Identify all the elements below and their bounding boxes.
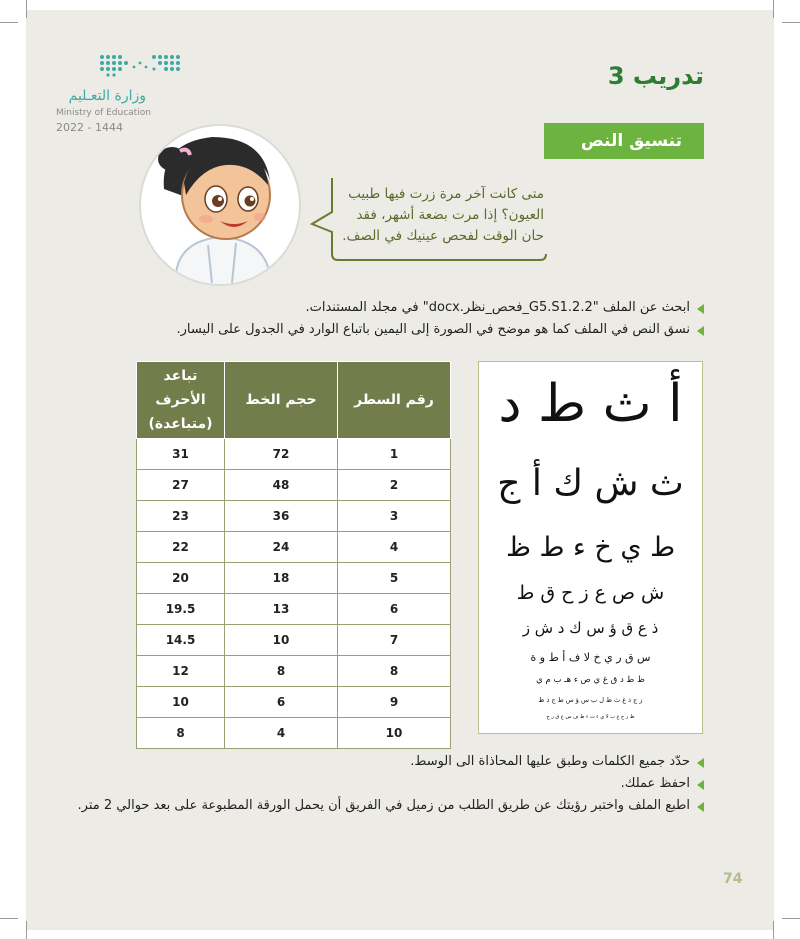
table-cell: 48 — [225, 470, 338, 501]
table-cell: 1 — [338, 439, 451, 470]
table-cell: 5 — [338, 563, 451, 594]
table-cell: 23 — [137, 501, 225, 532]
page-number: 74 — [723, 871, 743, 887]
table-row — [137, 594, 451, 625]
table-cell: 3 — [338, 501, 451, 532]
table-header: رقم السطر — [338, 362, 451, 439]
table-cell: 20 — [137, 563, 225, 594]
eye-chart-line: ط ي خ ء ط ظ — [505, 532, 676, 563]
crop-mark — [0, 918, 18, 919]
crop-mark — [26, 0, 27, 18]
table-cell: 31 — [137, 439, 225, 470]
table-cell: 10 — [225, 625, 338, 656]
table-row — [137, 532, 451, 563]
table-cell: 72 — [225, 439, 338, 470]
table-header: تباعد الأحرف (متباعدة) — [137, 362, 225, 439]
bubble-line: العيون؟ إذا مرت بضعة أشهر، فقد — [356, 207, 544, 223]
crop-mark — [26, 921, 27, 939]
page-title: تدريب 3 — [607, 62, 704, 90]
table-cell: 8 — [137, 718, 225, 749]
instructions-bottom — [78, 751, 704, 817]
table-header: حجم الخط — [225, 362, 338, 439]
table-row — [137, 439, 451, 470]
table-cell: 19.5 — [137, 594, 225, 625]
table-cell: 18 — [225, 563, 338, 594]
eye-chart-line: ذ ع ق ؤ س ك د ش ز — [522, 619, 659, 637]
font-settings-table — [136, 361, 451, 749]
table-cell: 36 — [225, 501, 338, 532]
section-tab: تنسيق النص — [544, 123, 704, 159]
speech-bubble-text — [330, 184, 544, 247]
eye-chart-line: ث ش ك أ ج — [497, 463, 684, 504]
logo-dots-icon — [98, 52, 186, 82]
table-cell: 9 — [338, 687, 451, 718]
logo-english-text: Ministry of Education — [56, 108, 151, 118]
table-cell: 14.5 — [137, 625, 225, 656]
crop-mark — [782, 22, 800, 23]
table-row — [137, 625, 451, 656]
table-cell: 10 — [338, 718, 451, 749]
table-cell: 7 — [338, 625, 451, 656]
table-cell: 22 — [137, 532, 225, 563]
table-cell: 8 — [338, 656, 451, 687]
table-cell: 12 — [137, 656, 225, 687]
crop-mark — [773, 921, 774, 939]
eye-chart-line: س ق ر ي خ لا ف أ ط و ة — [530, 651, 651, 664]
eye-chart-line: أ ث ط د — [498, 374, 683, 434]
eye-chart-line: ظ ز ج ع ب لا ي ء ث ء ظ ف س ع ق ر ج — [546, 714, 635, 720]
table-row — [137, 563, 451, 594]
instruction-item: نسق النص في الملف كما هو موضح في الصورة إلى اليمين باتباع الوارد في الجدول على اليسار. — [176, 319, 704, 341]
table-cell: 24 — [225, 532, 338, 563]
eye-chart-line: ز ج ذ غ ث ظ ل ب س ؤ س ط ج ذ ظ — [538, 696, 643, 704]
instruction-item: ابحث عن الملف "G5.S1.2.2_فحص_نظر.docx" في مجلد المستندات. — [176, 297, 704, 319]
bubble-line: حان الوقت لفحص عينيك في الصف. — [342, 228, 544, 244]
logo-arabic-text: وزارة التعـليم — [68, 88, 146, 104]
table-row — [137, 687, 451, 718]
crop-mark — [773, 0, 774, 18]
crop-mark — [782, 918, 800, 919]
table-row — [137, 501, 451, 532]
table-cell: 6 — [338, 594, 451, 625]
crop-mark — [0, 22, 18, 23]
bubble-line: متى كانت آخر مرة زرت فيها طبيب — [348, 186, 544, 202]
table-cell: 4 — [225, 718, 338, 749]
instruction-item: حدّد جميع الكلمات وطبق عليها المحاذاة الى الوسط. — [78, 751, 704, 773]
instruction-item: اطبع الملف واختبر رؤيتك عن طريق الطلب من زميل في الفريق أن يحمل الورقة المطبوعة على بعد حوالي 2 متر. — [78, 795, 704, 817]
eye-chart-line: ش ص ع ز ح ق ط — [516, 582, 665, 604]
table-cell: 13 — [225, 594, 338, 625]
table-row — [137, 718, 451, 749]
instruction-item: احفظ عملك. — [78, 773, 704, 795]
table-row — [137, 656, 451, 687]
girl-character-illustration — [136, 123, 304, 287]
eye-chart-line: ظ ط د ق غ ي ص ء هـ ب م ي — [536, 675, 645, 685]
table-row — [137, 470, 451, 501]
eye-chart-document — [478, 361, 703, 734]
table-cell: 6 — [225, 687, 338, 718]
table-cell: 2 — [338, 470, 451, 501]
instructions-top — [176, 297, 704, 341]
table-cell: 4 — [338, 532, 451, 563]
table-cell: 27 — [137, 470, 225, 501]
table-cell: 10 — [137, 687, 225, 718]
table-cell: 8 — [225, 656, 338, 687]
logo-year: 2022 - 1444 — [56, 121, 123, 134]
